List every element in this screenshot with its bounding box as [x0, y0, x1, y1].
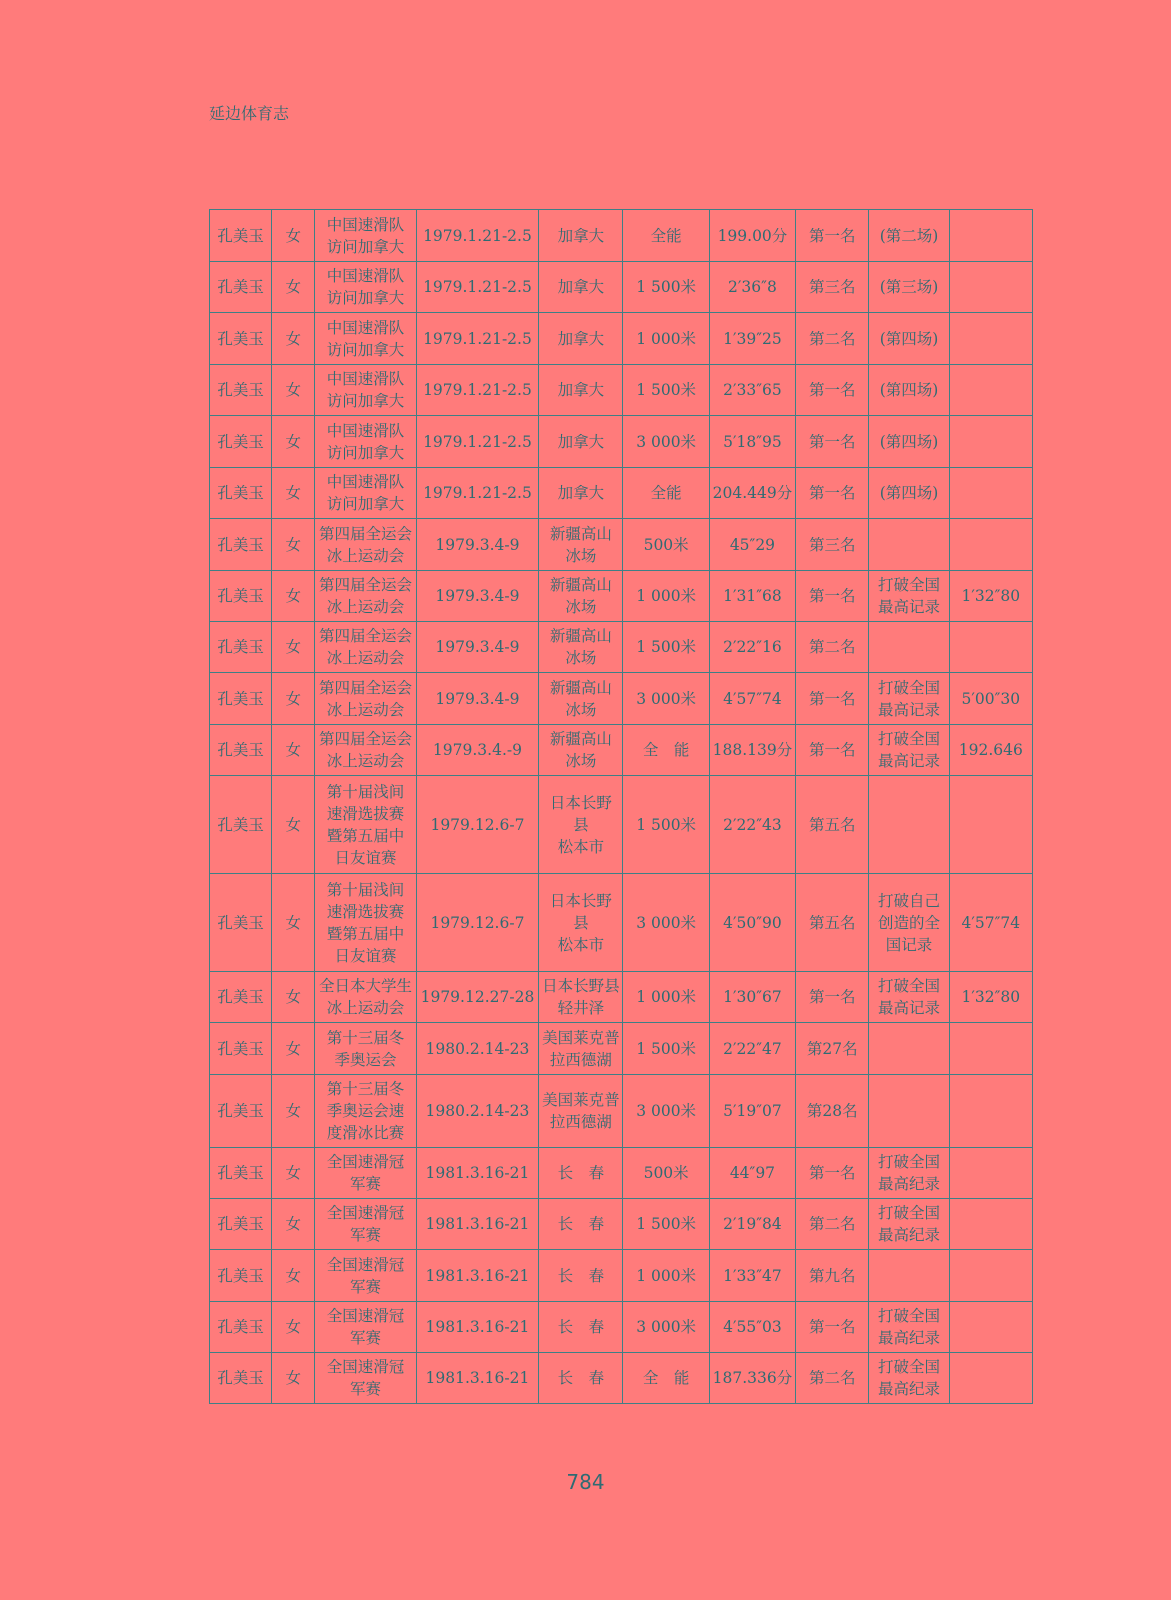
table-row — [210, 262, 1033, 313]
cell-rank: 第一名 — [796, 725, 869, 776]
cell-rank: 第五名 — [796, 874, 869, 972]
cell-date: 1979.1.21-2.5 — [416, 262, 538, 313]
table-row — [210, 1023, 1033, 1075]
cell-date: 1981.3.16-21 — [416, 1250, 538, 1302]
cell-place: 加拿大 — [539, 210, 623, 262]
cell-result: 2′19″84 — [709, 1199, 795, 1250]
cell-result: 2′22″47 — [709, 1023, 795, 1075]
cell-date: 1981.3.16-21 — [416, 1199, 538, 1250]
cell-place: 新疆高山 冰场 — [539, 673, 623, 725]
cell-date: 1979.3.4.-9 — [416, 725, 538, 776]
cell-result: 1′33″47 — [709, 1250, 795, 1302]
cell-result: 1′31″68 — [709, 571, 795, 622]
cell-date: 1979.1.21-2.5 — [416, 365, 538, 416]
results-table — [209, 209, 1033, 1404]
cell-rank: 第二名 — [796, 1199, 869, 1250]
cell-place: 美国莱克普 拉西德湖 — [539, 1023, 623, 1075]
cell-gender: 女 — [272, 468, 315, 519]
cell-date: 1979.3.4-9 — [416, 571, 538, 622]
cell-name: 孔美玉 — [210, 776, 272, 874]
cell-date: 1981.3.16-21 — [416, 1302, 538, 1353]
cell-name: 孔美玉 — [210, 1199, 272, 1250]
cell-place: 加拿大 — [539, 313, 623, 365]
cell-result: 2′22″43 — [709, 776, 795, 874]
cell-record — [949, 365, 1032, 416]
table-row — [210, 776, 1033, 874]
cell-place: 加拿大 — [539, 365, 623, 416]
cell-place: 长 春 — [539, 1199, 623, 1250]
cell-place: 日本长野 县 松本市 — [539, 874, 623, 972]
table-row — [210, 519, 1033, 571]
cell-record — [949, 1199, 1032, 1250]
cell-note — [869, 776, 949, 874]
cell-name: 孔美玉 — [210, 874, 272, 972]
table-row — [210, 468, 1033, 519]
cell-gender: 女 — [272, 874, 315, 972]
cell-record — [949, 1250, 1032, 1302]
cell-item: 1 500米 — [623, 1023, 709, 1075]
cell-name: 孔美玉 — [210, 673, 272, 725]
cell-result: 2′36″8 — [709, 262, 795, 313]
cell-place: 加拿大 — [539, 416, 623, 468]
table-row — [210, 313, 1033, 365]
cell-rank: 第28名 — [796, 1075, 869, 1148]
cell-record — [949, 1148, 1032, 1199]
table-row — [210, 1199, 1033, 1250]
cell-rank: 第一名 — [796, 1148, 869, 1199]
table-row — [210, 210, 1033, 262]
cell-item: 1 500米 — [623, 1199, 709, 1250]
cell-gender: 女 — [272, 776, 315, 874]
cell-event: 第十三届冬 季奥运会速 度滑冰比赛 — [315, 1075, 416, 1148]
cell-name: 孔美玉 — [210, 1148, 272, 1199]
cell-result: 199.00分 — [709, 210, 795, 262]
cell-item: 全 能 — [623, 1353, 709, 1404]
cell-gender: 女 — [272, 673, 315, 725]
cell-gender: 女 — [272, 1023, 315, 1075]
cell-date: 1980.2.14-23 — [416, 1023, 538, 1075]
cell-record — [949, 1075, 1032, 1148]
cell-record: 1′32″80 — [949, 972, 1032, 1023]
cell-rank: 第二名 — [796, 313, 869, 365]
cell-name: 孔美玉 — [210, 1353, 272, 1404]
cell-date: 1979.1.21-2.5 — [416, 416, 538, 468]
cell-item: 3 000米 — [623, 673, 709, 725]
cell-item: 1 500米 — [623, 622, 709, 673]
cell-record — [949, 262, 1032, 313]
cell-record — [949, 313, 1032, 365]
cell-item: 全能 — [623, 468, 709, 519]
table-row — [210, 1353, 1033, 1404]
cell-item: 1 000米 — [623, 972, 709, 1023]
cell-result: 188.139分 — [709, 725, 795, 776]
cell-name: 孔美玉 — [210, 468, 272, 519]
cell-name: 孔美玉 — [210, 313, 272, 365]
cell-date: 1981.3.16-21 — [416, 1148, 538, 1199]
cell-gender: 女 — [272, 1302, 315, 1353]
cell-name: 孔美玉 — [210, 725, 272, 776]
cell-gender: 女 — [272, 1250, 315, 1302]
cell-item: 1 500米 — [623, 776, 709, 874]
cell-event: 中国速滑队 访问加拿大 — [315, 262, 416, 313]
cell-note: 打破全国 最高纪录 — [869, 1148, 949, 1199]
cell-event: 全国速滑冠 军赛 — [315, 1250, 416, 1302]
cell-note: (第四场) — [869, 416, 949, 468]
cell-record — [949, 416, 1032, 468]
cell-event: 第十三届冬 季奥运会 — [315, 1023, 416, 1075]
cell-place: 新疆高山 冰场 — [539, 519, 623, 571]
cell-record — [949, 1302, 1032, 1353]
cell-result: 4′50″90 — [709, 874, 795, 972]
table-row — [210, 571, 1033, 622]
cell-result: 5′19″07 — [709, 1075, 795, 1148]
cell-event: 全国速滑冠 军赛 — [315, 1302, 416, 1353]
cell-name: 孔美玉 — [210, 1023, 272, 1075]
cell-record: 1′32″80 — [949, 571, 1032, 622]
cell-result: 4′55″03 — [709, 1302, 795, 1353]
cell-note: 打破全国 最高记录 — [869, 571, 949, 622]
cell-result: 1′30″67 — [709, 972, 795, 1023]
cell-name: 孔美玉 — [210, 571, 272, 622]
cell-date: 1979.3.4-9 — [416, 519, 538, 571]
cell-item: 500米 — [623, 1148, 709, 1199]
cell-record: 5′00″30 — [949, 673, 1032, 725]
cell-date: 1979.1.21-2.5 — [416, 313, 538, 365]
cell-record — [949, 1353, 1032, 1404]
cell-rank: 第一名 — [796, 416, 869, 468]
cell-gender: 女 — [272, 622, 315, 673]
cell-name: 孔美玉 — [210, 519, 272, 571]
cell-event: 中国速滑队 访问加拿大 — [315, 210, 416, 262]
cell-item: 3 000米 — [623, 874, 709, 972]
cell-name: 孔美玉 — [210, 262, 272, 313]
cell-item: 500米 — [623, 519, 709, 571]
cell-result: 44″97 — [709, 1148, 795, 1199]
cell-rank: 第二名 — [796, 1353, 869, 1404]
cell-result: 45″29 — [709, 519, 795, 571]
cell-note — [869, 1250, 949, 1302]
cell-note: 打破自己 创造的全 国记录 — [869, 874, 949, 972]
cell-name: 孔美玉 — [210, 1250, 272, 1302]
cell-record — [949, 1023, 1032, 1075]
cell-rank: 第五名 — [796, 776, 869, 874]
cell-note: 打破全国 最高纪录 — [869, 1199, 949, 1250]
cell-rank: 第一名 — [796, 673, 869, 725]
cell-record: 192.646 — [949, 725, 1032, 776]
cell-note — [869, 1075, 949, 1148]
cell-item: 3 000米 — [623, 416, 709, 468]
cell-result: 2′22″16 — [709, 622, 795, 673]
cell-note — [869, 622, 949, 673]
cell-date: 1979.3.4-9 — [416, 673, 538, 725]
cell-note: 打破全国 最高纪录 — [869, 1353, 949, 1404]
cell-gender: 女 — [272, 262, 315, 313]
cell-rank: 第27名 — [796, 1023, 869, 1075]
cell-result: 5′18″95 — [709, 416, 795, 468]
cell-result: 2′33″65 — [709, 365, 795, 416]
cell-rank: 第九名 — [796, 1250, 869, 1302]
cell-event: 中国速滑队 访问加拿大 — [315, 468, 416, 519]
page-number: 784 — [566, 1470, 605, 1494]
table-row — [210, 673, 1033, 725]
table-row — [210, 1250, 1033, 1302]
cell-note: (第四场) — [869, 365, 949, 416]
cell-gender: 女 — [272, 972, 315, 1023]
cell-name: 孔美玉 — [210, 365, 272, 416]
cell-gender: 女 — [272, 313, 315, 365]
cell-event: 第四届全运会 冰上运动会 — [315, 571, 416, 622]
cell-record — [949, 776, 1032, 874]
cell-gender: 女 — [272, 365, 315, 416]
cell-note: (第四场) — [869, 313, 949, 365]
cell-result: 204.449分 — [709, 468, 795, 519]
cell-record — [949, 622, 1032, 673]
cell-name: 孔美玉 — [210, 416, 272, 468]
cell-result: 4′57″74 — [709, 673, 795, 725]
cell-result: 1′39″25 — [709, 313, 795, 365]
cell-gender: 女 — [272, 210, 315, 262]
cell-date: 1979.3.4-9 — [416, 622, 538, 673]
cell-note: 打破全国 最高记录 — [869, 725, 949, 776]
cell-gender: 女 — [272, 725, 315, 776]
cell-date: 1979.12.6-7 — [416, 874, 538, 972]
cell-item: 3 000米 — [623, 1302, 709, 1353]
cell-item: 3 000米 — [623, 1075, 709, 1148]
cell-item: 1 500米 — [623, 365, 709, 416]
cell-rank: 第二名 — [796, 622, 869, 673]
cell-place: 日本长野县 轻井泽 — [539, 972, 623, 1023]
table-row — [210, 874, 1033, 972]
cell-note — [869, 519, 949, 571]
cell-gender: 女 — [272, 1199, 315, 1250]
cell-event: 中国速滑队 访问加拿大 — [315, 416, 416, 468]
cell-rank: 第一名 — [796, 365, 869, 416]
cell-name: 孔美玉 — [210, 1302, 272, 1353]
cell-name: 孔美玉 — [210, 622, 272, 673]
cell-note: 打破全国 最高记录 — [869, 972, 949, 1023]
cell-rank: 第三名 — [796, 262, 869, 313]
cell-rank: 第一名 — [796, 210, 869, 262]
cell-event: 全国速滑冠 军赛 — [315, 1199, 416, 1250]
cell-note: (第三场) — [869, 262, 949, 313]
table-row — [210, 622, 1033, 673]
cell-gender: 女 — [272, 1148, 315, 1199]
cell-place: 长 春 — [539, 1250, 623, 1302]
cell-place: 新疆高山 冰场 — [539, 571, 623, 622]
cell-date: 1981.3.16-21 — [416, 1353, 538, 1404]
cell-date: 1980.2.14-23 — [416, 1075, 538, 1148]
table-row — [210, 1075, 1033, 1148]
cell-rank: 第一名 — [796, 571, 869, 622]
cell-date: 1979.1.21-2.5 — [416, 468, 538, 519]
cell-note: 打破全国 最高纪录 — [869, 1302, 949, 1353]
cell-event: 全日本大学生 冰上运动会 — [315, 972, 416, 1023]
cell-gender: 女 — [272, 1353, 315, 1404]
cell-event: 中国速滑队 访问加拿大 — [315, 365, 416, 416]
cell-name: 孔美玉 — [210, 972, 272, 1023]
cell-event: 第四届全运会 冰上运动会 — [315, 725, 416, 776]
table-row — [210, 725, 1033, 776]
table-row — [210, 1302, 1033, 1353]
cell-record — [949, 468, 1032, 519]
cell-gender: 女 — [272, 416, 315, 468]
cell-date: 1979.1.21-2.5 — [416, 210, 538, 262]
cell-note: 打破全国 最高记录 — [869, 673, 949, 725]
cell-place: 长 春 — [539, 1302, 623, 1353]
cell-record — [949, 519, 1032, 571]
cell-item: 全 能 — [623, 725, 709, 776]
cell-item: 1 000米 — [623, 1250, 709, 1302]
cell-place: 美国莱克普 拉西德湖 — [539, 1075, 623, 1148]
cell-note: (第二场) — [869, 210, 949, 262]
cell-note — [869, 1023, 949, 1075]
cell-date: 1979.12.6-7 — [416, 776, 538, 874]
cell-note: (第四场) — [869, 468, 949, 519]
cell-place: 加拿大 — [539, 262, 623, 313]
cell-name: 孔美玉 — [210, 210, 272, 262]
cell-gender: 女 — [272, 519, 315, 571]
results-table-body — [210, 210, 1033, 1404]
cell-item: 1 000米 — [623, 313, 709, 365]
cell-event: 全国速滑冠 军赛 — [315, 1353, 416, 1404]
cell-rank: 第一名 — [796, 468, 869, 519]
cell-event: 第四届全运会 冰上运动会 — [315, 673, 416, 725]
cell-event: 第四届全运会 冰上运动会 — [315, 622, 416, 673]
table-row — [210, 972, 1033, 1023]
page-header-title: 延边体育志 — [209, 104, 290, 123]
cell-place: 长 春 — [539, 1353, 623, 1404]
cell-place: 新疆高山 冰场 — [539, 725, 623, 776]
cell-event: 全国速滑冠 军赛 — [315, 1148, 416, 1199]
cell-gender: 女 — [272, 1075, 315, 1148]
cell-rank: 第三名 — [796, 519, 869, 571]
cell-event: 第四届全运会 冰上运动会 — [315, 519, 416, 571]
cell-item: 1 000米 — [623, 571, 709, 622]
cell-item: 1 500米 — [623, 262, 709, 313]
table-row — [210, 1148, 1033, 1199]
cell-event: 第十届浅间 速滑选拔赛 暨第五届中 日友谊赛 — [315, 874, 416, 972]
cell-rank: 第一名 — [796, 972, 869, 1023]
cell-place: 长 春 — [539, 1148, 623, 1199]
cell-rank: 第一名 — [796, 1302, 869, 1353]
cell-place: 日本长野 县 松本市 — [539, 776, 623, 874]
cell-record: 4′57″74 — [949, 874, 1032, 972]
cell-result: 187.336分 — [709, 1353, 795, 1404]
cell-place: 加拿大 — [539, 468, 623, 519]
cell-record — [949, 210, 1032, 262]
cell-item: 全能 — [623, 210, 709, 262]
cell-place: 新疆高山 冰场 — [539, 622, 623, 673]
table-row — [210, 416, 1033, 468]
cell-gender: 女 — [272, 571, 315, 622]
cell-date: 1979.12.27-28 — [416, 972, 538, 1023]
table-row — [210, 365, 1033, 416]
cell-event: 第十届浅间 速滑选拔赛 暨第五届中 日友谊赛 — [315, 776, 416, 874]
cell-event: 中国速滑队 访问加拿大 — [315, 313, 416, 365]
cell-name: 孔美玉 — [210, 1075, 272, 1148]
